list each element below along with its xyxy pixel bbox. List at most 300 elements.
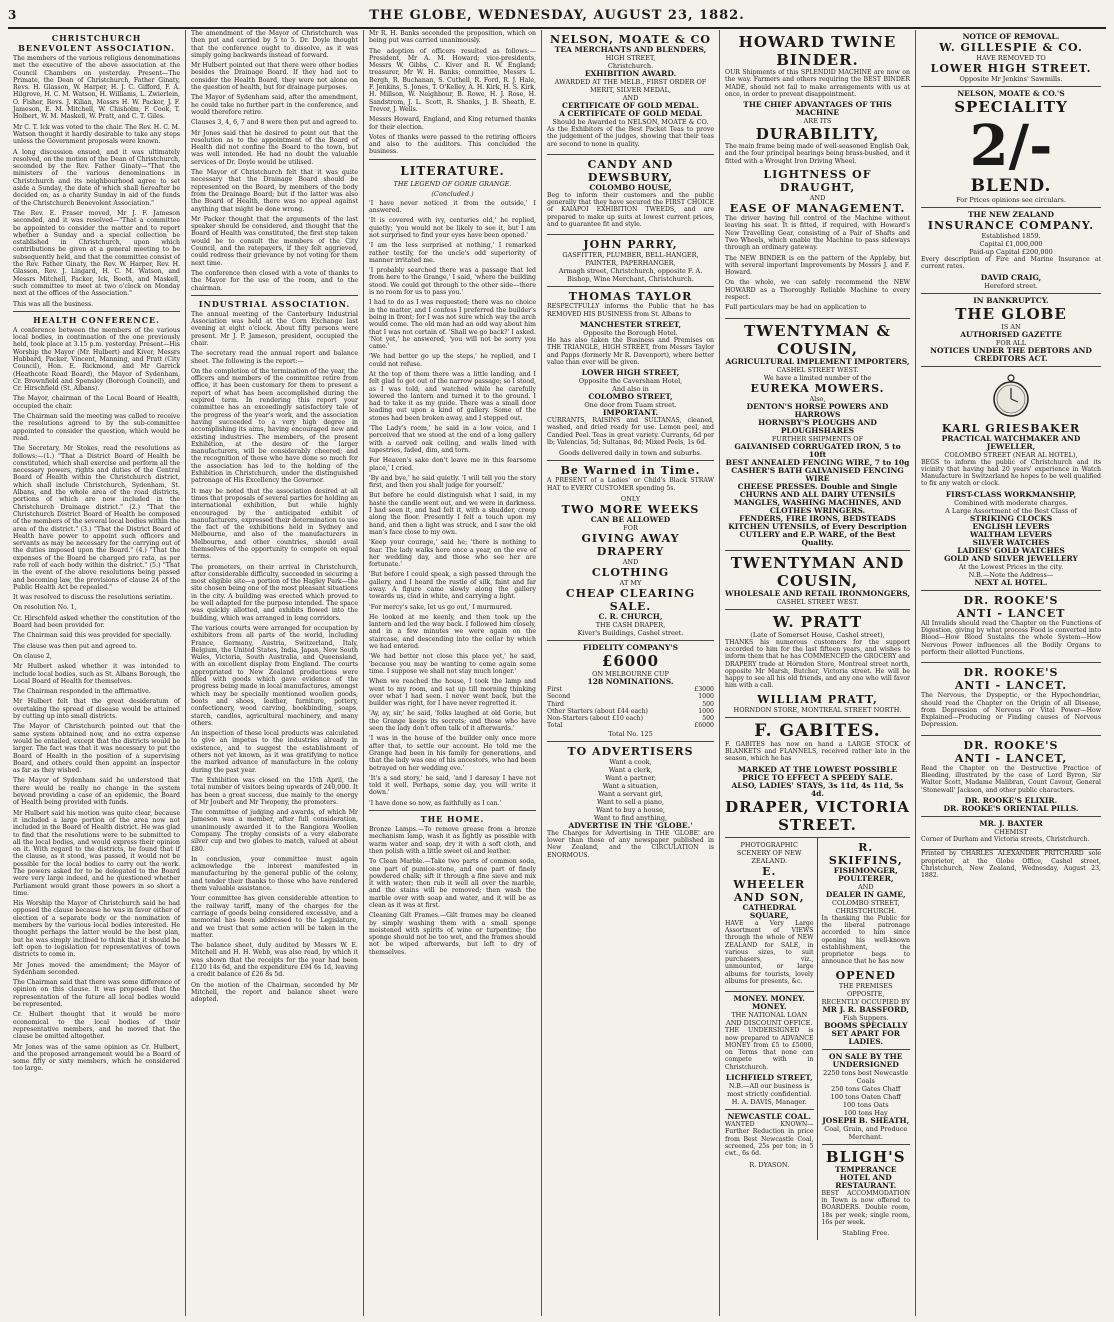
ad-line: Capital £1,000,000 [979,240,1043,248]
ad-line: CUTLERY and E.P. WARE, of the Best Quality. [739,529,896,547]
paragraph: 'I have done so now, as faithfully as I can.' [369,799,502,807]
ad-rooke-1 [921,591,1101,663]
ad-title: KARL GRIESBAKER [941,421,1081,435]
ad-line: Want to sell a piano, [596,797,665,806]
story-subtitle: (Concluded.) [431,189,474,198]
paragraph: F. GABITES has now on hand a LARGE STOCK of BLANKETS and FLANNELS, received rather late in the season, which he has [725,740,910,763]
ad-title: EASE OF MANAGEMENT. [729,202,906,216]
ad-line: STRIKING CLOCKS [969,513,1053,523]
ad-line: Goods delivered daily in town and suburbs. [559,449,702,458]
ad-line: LADIES' GOLD WATCHES [957,545,1065,555]
ad-line: Stabling Free. [842,1229,890,1238]
prize-value: £3000 [694,685,714,693]
prize-label: Total [547,722,563,730]
ad-title: BLIGH'S [825,1147,906,1166]
paragraph: The committee of judging and awards, of which Mr Jameson was a member, after full consideration, unanimously awarded it to the Rangiora Woollen Company. The trophy consists of a very elaborate silver cup and two globes to match, valued at about £80. [191,809,358,853]
ad-line: DENTON'S HORSE POWERS AND HARROWS [746,401,889,419]
ad-line: HORNDON STORE, MONTREAL STREET NORTH. [733,705,902,714]
paragraph: I had to do as I was requested; there was no choice in the matter, and I confess I preferred the builder's being in front; for I was not sure which way the arch would come. The old man had an odd way about him that I was not certain of. 'Shall we go back?' I asked. 'Not yet,' he answered, 'you will not be sorry you came.' [369,299,536,351]
paragraph: Read the Chapter on the Destructive Practice of Bleeding, illustrated by the case of Lord Byron, Sir Walter Scott, Madame Malibran, Count Cavour, General 'Stonewall' Jackson, and other public characters. [921,764,1101,794]
ad-line: AWARDED AT THE MELB., FIRST ORDER OF MERIT, SILVER MEDAL, [554,78,707,94]
ad-title: SPECIALITY [954,98,1068,116]
ad-line: EXHIBITION AWARD. [584,69,677,78]
prize-label: Non-Starters (about £10 each) [547,715,644,723]
prize-label: Other Starters (about £44 each) [547,707,648,715]
paragraph: The amendment of the Mayor of Christchurch was then put and carried by 5 to 5. Dr. Doyle thought that the conference ought to dissolve, as it was simply going backwards instead of forward. [191,30,358,59]
ad-title: F. GABITES. [754,720,881,741]
prize-label: Second [547,693,571,701]
ad-line: Want to buy a house, [595,805,665,814]
ad-line: PHOTOGRAPHIC SCENERY OF NEW ZEALAND. [736,840,802,865]
prize-value: 1000 [698,707,714,715]
ad-line: ONLY [620,494,641,503]
ad-title: EUREKA MOWERS. [750,381,885,395]
ad-globe-gazette [921,294,1101,367]
heading-the-home: THE HOME. [420,814,485,825]
ad-line: CASHER'S BATH GALVANISED FENCING WIRE [731,465,904,483]
ad-line: FOR ALL [995,338,1027,347]
paragraph: The various courts were arranged for occupation by exhibitors from all parts of the world, including France, Germany, Austria, Switzerland, Italy, Belgium, the United States, India, Japan, New South Wales, Victoria, South Australia, and Queensland, with an excellent display from England. The courts appropriated to New Zealand productions were filled with goods which gave evidence of the progress being made in local manufactures, amongst which may be specially mentioned woollen goods, boots and shoes, leather, furniture, pottery, confectionery, wood carving, bookbinding, soaps, starch, candles, agricultural machinery, and many others. [191,624,358,727]
paragraph: The Chairman said this was provided for specially. [13,632,172,640]
ad-line: Coal, Grain, and Produce Merchant. [824,1124,908,1141]
ad-line: THE PREMISES OPPOSITE, [838,981,893,998]
paragraph: The Exhibition was closed on the 15th April, the total number of visitors being upwards of 240,000. It has been a great success, due mainly to the energy of Mr Joubert and Mr Twopeny, the promoters. [191,776,358,806]
ad-nelson-moate [547,30,714,155]
ad-title: TWENTYMAN AND COUSIN, [730,553,905,590]
ad-line: CHEESE PRESSES. Double and Single [737,481,898,491]
ad-line: CHURNS AND ALL DAIRY UTENSILS [739,489,896,499]
paragraph: Mr Hulbert said his motion was quite clear, because it included a large portion of the area now not included in the Board of Health district. He was glad to find that the resolutions were to be submitted to all the local bodies, and would express their opinion on it. With regard to the districts, he found that if the clause, as it stood, was passed, it would not be possible for the local bodies to carry out the work. The powers asked for to be delegated to the Board were very large indeed, and he questioned whether Parliament would grant those powers in so short a time. [13,809,180,897]
ad-title: CANDY AND DEWSBURY, [587,157,674,184]
ad-line: THE NEW ZEALAND [967,210,1055,219]
fidelity-amount: £6000 [601,651,660,670]
paragraph: 'Keep your courage,' said he; 'there is nothing to fear. The lady walks here once a year, on the eve of her wedding day, and those who see her are fortunate.' [369,539,536,569]
ad-title: W. PRATT [772,612,863,631]
ad-fidelity [547,641,714,742]
paragraph: 'It is covered with ivy, centuries old,' he replied, quietly; 'you would not be likely to see it, but I am not surprised to find your eyes have been opened.' [369,217,536,239]
ad-line: ADVERTISE IN THE 'GLOBE.' [568,820,693,830]
paragraph: 'I have never noticed it from the outside,' I answered. [369,199,536,215]
ad-to-advertisers [547,742,714,865]
paragraph: The Mayor of Christchurch felt that it was quite necessary that the Drainage Board should be represented on the Board, by members of the body from the Drainage Board; but if the latter was also the Board of Health, there was no appeal against anything that might be done wrong. [191,169,358,213]
ad-line: DR. ROOKE'S ELIXIR. [964,795,1058,805]
ad-title: Be Warned in Time. [560,464,701,478]
ad-line: KITCHEN UTENSILS, of Every Description [728,521,907,531]
paragraph: On resolution No. 1, [13,604,77,612]
paragraph: A PRESENT of a Ladies' or Child's Black STRAW HAT to EVERY CUSTOMER spending 5s. [547,477,714,492]
ad-line: PRACTICAL WATCHMAKER AND JEWELLER, [941,433,1081,451]
ad-line: H. A. DAVIS, Manager. [731,1098,807,1107]
paragraph: The secretary read the annual report and balance sheet. The following is the report:— [191,350,358,365]
ad-gabites [725,718,910,838]
ad-line: MR J. R. BASSFORD, [822,1004,910,1014]
ad-line: SALE. [609,599,652,613]
paragraph: BEGS to inform the public of Christchurch and its vicinity that having had 20 years' experience in Watch Manufacture in Switzerland he hopes to be well qualified to fix any watch or clock. [921,458,1101,488]
ad-line: Total No. 125 [608,729,653,738]
ad-twentyman-ironmongers [725,551,910,610]
ad-line: MANGLES, WASHING MACHINES, AND CLOTHES WRINGERS. [733,497,902,515]
paragraph: The Chairman responded in the affirmative. [13,688,151,696]
ad-line: NELSON, MOATE & CO.'S [957,89,1065,98]
prize-row [547,708,714,715]
ad-line: IMPORTANT. [602,408,659,418]
paragraph: The Chairman said the meeting was called to receive the resolutions agreed to by the sub-committee appointed to consider the question, which would be read. [13,413,180,442]
paragraph: 'Ay, ay, sir,' he said, 'folks laughed at old Gorie, but the Grange keeps its secrets; and those who have seen the lady don't often talk of it afterwards.' [369,710,536,733]
heading-health-conference: HEALTH CONFERENCE. [33,314,160,325]
ad-line: AND [857,882,874,891]
paragraph: An inspection of these local products was calculated to give an impetus to the industries already in existence, and to suggest the establishment of others not yet known, as it was gratifying to notice the marked advance of manufacture in the colony during the past year. [191,730,358,774]
ad-line: HORNSBY'S PLOUGHS AND PLOUGHSHARES [758,417,877,435]
ad-title: DURABILITY, [755,125,880,144]
ad-title: TWENTYMAN & COUSIN, [744,321,891,358]
ad-title: NEWCASTLE COAL. [727,1112,812,1122]
paragraph: The clause was then put and agreed to. [13,642,137,650]
paragraph: The promoters, on their arrival in Christchurch, after considerable difficulty, succeeded in securing a most eligible site—a portion of the Hagley Park—the site chosen being one of the most pleasant situations in the city. A building was erected which proved to be well adapted for the purpose intended. The space was quickly allotted, and exhibits flowed into the building, which was arranged in long corridors. [191,563,358,622]
ad-line: Opposite Mr Jenkins' Sawmills. [959,75,1063,83]
pocket-watch-icon [991,373,1031,419]
ad-line: 100 tons Oats [842,1100,889,1109]
paragraph: He has also taken the Business and Premises on THE TRIANGLE, HIGH STREET, from Messrs Taylor and Papps (formerly Mr R. Davenport), where better value than ever will be given. [547,336,714,366]
paragraph: Your committee has given considerable attention to the railway tariff, many of the charges for the carriage of goods being considered excessive, and a memorial has been addressed to the Legislature, and we trust that some action will be taken in the matter. [191,895,358,939]
paragraph: WANTED KNOWN—Further Reduction in price from Best Newcastle Coal, screened, 25s per ton; in 5 cwt., 6s 6d. [725,1121,814,1158]
ad-john-parry [547,235,714,287]
split-ads [725,838,910,1241]
split-left [725,838,818,1241]
ad-line: AND [622,557,639,566]
masthead-date: THE GLOBE, WEDNESDAY, AUGUST 23, 1882. [369,7,745,23]
prize-value: £6000 [694,722,714,730]
paragraph: 'I was in the house of the builder only once more after that, to settle our account. He told me the Grange had been in his family for generations, and that the lady was one of his ancestors, who had been betrayed on her wedding eve.' [369,735,536,772]
divider [369,159,536,160]
ad-line: Christchurch. [607,62,654,70]
ad-line: R. DYASON. [749,1160,790,1169]
prize-row [547,686,714,693]
divider [13,311,180,312]
prize-label: Third [547,700,565,708]
paragraph: On the completion of the termination of the year, the officers and members of the committee retire from office, it has been customary for them to present a report of what has been accomplished during the expired term. In rendering this report your committee has an exceedingly satisfactory tale of the progress of the year's work, and the association having succeeded to a very high degree in accomplishing its aims, having encouraged new and existing industries. The members, of the present Exhibition, at the desire of the larger manufacturers, will be considerably cheered; and the recognition of those who have done so much for the association has led to the holding of the Exhibition in Christchurch, under the distinguished patronage of His Excellency the Governor. [191,367,358,485]
ad-sheath [822,1050,911,1145]
prize-list [547,686,714,730]
ad-line: AND [622,94,639,102]
ad-howard-binder [725,30,910,319]
ad-line: ARE ITS [803,117,832,126]
ad-line: FENDERS, FIRE IRONS, BEDSTEADS [739,513,896,523]
ad-line: Want a cook, [609,757,652,766]
ad-w-pratt [725,610,910,718]
speciality-price: 2/- [969,113,1053,179]
ad-line: FURTHER SHIPMENTS OF [771,434,864,443]
ad-line: COLOMBO STREET (NEAR AL HOTEL), [944,450,1078,459]
page-number: 3 [8,8,17,22]
ad-title: MONEY. MONEY. MONEY. [733,994,805,1012]
paragraph: All Invalids should read the Chapter on the Functions of Digestion, giving by what process Food is converted into Blood—How Blood Sustains the whole System—How Nervous Power influences all the Bodily Organs to perform their allotted Functions. [921,619,1101,656]
ad-line: GIVING AWAY [581,531,680,545]
ad-line: DRAPERY [596,544,665,558]
paragraph: 'It's a sad story,' he said, 'and I daresay I have not told it well. Perhaps, some day, you will write it down.' [369,774,536,797]
paragraph: 'We had better not close this place yet,' he said, 'because you may be wanting to come again some time. I suppose we shall not stay much longer.' [369,653,536,675]
prize-value: 1000 [698,693,714,701]
paragraph: 'I am the less surprised at nothing,' I remarked rather testily, for the uncle's odd superiority of manner irritated me. [369,242,536,264]
ad-title: BLEND. [970,176,1052,196]
paragraph: The Nervous, the Dyspeptic, or the Hypochondriac, should read the Chapter on the Origin of all Disease, from Depression of Nervous or Vital Power—How Explained—Producing or Finding causes of Nervous Depression. [921,692,1101,729]
paragraph: The conference then closed with a vote of thanks to the Mayor for the use of the room, and to the chairman. [191,269,358,292]
paragraph: On the motion of the Chairman, seconded by Mr Mitchell, the report and balance sheet were adopted. [191,981,358,1004]
ad-title: ON SALE BY THE UNDERSIGNED [829,1051,903,1069]
heading-industrial-association: INDUSTRIAL ASSOCIATION. [198,298,351,309]
column-2 [186,30,364,1316]
heading-benevolent: CHRISTCHURCH BENEVOLENT ASSOCIATION. [18,33,175,53]
ad-line: Should be Awarded to NELSON, MOATE & CO. [552,118,709,126]
paragraph: The Mayor of Christchurch pointed out that the same system obtained now, and no extra expense would be entailed, except that the districts would be larger. The fact was that it was necessary to put the Board of Health in the position of a supervising Board, and others could then appoint an inspector as far as they wished. [13,723,180,775]
ad-be-warned [547,461,714,641]
ad-line: Want a servant girl, [598,789,663,798]
prize-row [547,693,714,700]
paragraph: Beg to inform their customers and the public generally that they have secured the FIRST CHOICE of KAIAPOI EXHIBITION TWEEDS, and are prepared to make up suits at lowest current prices, and to guarantee fit and style. [547,191,714,229]
ad-line: Combined with moderate charges. [954,498,1068,507]
paragraph: On clause 2, [13,652,52,660]
paragraph: The Secretary, Mr Stokes, read the resolutions as follows:—(1.) "That a District Board of Health be constituted, which shall exercise and perform all the necessary powers, rights and duties of the Central Board of Health within the Christchurch district, which shall include Christchurch, Sydenham, St. Albans, and the whole area of the road districts, portions of which are now included in the Christchurch Drainage district." (2.) "That the Christchurch District Board of Health be composed of the members of the several local bodies within the area of the district." (3.) "That the District Board of Health have power to appoint such officers and servants as may be necessary for the carrying out of the duties imposed upon the Board." (4.) "That the expenses of the Board be charged pro rata, as per rate roll of each body within the district." (5.) "That in the event of the above resolutions being passed and becoming law, the provisions of clause 24 of the Public Health Act be repealed." [13,445,180,591]
ad-title: THE GLOBE [955,304,1067,323]
ad-title: W. GILLESPIE & CO. [939,41,1083,54]
ad-line: CATHEDRAL SQUARE, [742,902,797,920]
ad-money [725,992,814,1110]
heading-literature: LITERATURE. [400,163,505,178]
ad-line: A CERTIFICATE OF GOLD MEDAL [559,109,702,118]
ad-line: At the Lowest Prices in the city. [958,562,1064,571]
ad-line: TEMPERANCE HOTEL AND RESTAURANT. [834,1164,897,1190]
paragraph: The main frame being made of well-seasoned English Oak, and the four principal bearings being brass-bushed, and it fitted with a Wrought Iron Driving Wheel. [725,143,910,165]
ad-rooke-3 [921,736,1101,817]
ad-title: INSURANCE COMPANY. [927,219,1095,232]
paragraph: 'We had better go up the steps,' he replied, and I could not refuse. [369,353,536,368]
paragraph: Mr Jones moved the amendment; the Mayor of Sydenham seconded. [13,961,180,976]
ad-line: COLOMBO STREET, [588,392,673,402]
paragraph: The Mayor of Sydenham said, after the amendment, he could take no further part in the conference, and would therefore retire. [191,94,358,116]
ad-line: FIDELITY COMPANY'S [582,642,679,652]
paragraph: His Worship the Mayor of Christchurch said he had opposed the clause because he was in favor either of election of a separate body or the nomination of members by the various local bodies interested. He thought perhaps the latter would be the best plan, but he was simply inclined to think that it should be left open to legislation for representatives of town districts to come in. [13,900,180,959]
prize-row [547,722,714,729]
paragraph: Every description of Fire and Marine Insurance at current rates. [921,256,1101,271]
prize-label: First [547,685,562,693]
paragraph: The adoption of officers resulted as follows:—President, Mr A. M. Howard; vice-presidents, Messrs W. Gibbs, C. Kiver and R. W. England; treasurer, Mr W. H. Banks; committee, Messrs L. Bergh, R. Buchanan, S. Cuthell, R. Ford, R. J. Hale, F. Jenkins, S. Jones, T. O'Kelley, A. H. Kirk, H. S. Kirk, H. Millson, W. Neighbour, B. Rowe, H. J. Rose, H. Sandstrom, J. L. Scott, R. Shanks, J. B. Sheath, E. Trevor, J. Wells. [369,47,536,113]
ad-title: E. WHEELER AND SON, [733,864,806,904]
ad-line: C. R. CHURCH, [598,611,663,621]
ad-line: DAVID CRAIG, [980,272,1042,282]
ad-line: Want to find anything, [593,813,668,822]
ad-line: Want a partner, [604,773,657,782]
ad-title: ANTI - LANCET, [954,751,1068,765]
paragraph: In conclusion, your committee must again acknowledge the interest manifested in manufacturing by the general public of the colony, and tender their thanks to those who have rendered them valuable assistance. [191,855,358,893]
divider [191,295,358,296]
ad-gillespie [921,30,1101,87]
ad-skiffins [822,838,911,1050]
column-3 [364,30,542,1316]
ad-title: TO ADVERTISERS [567,744,694,758]
ad-line: BOOMS SPECIALLY SET APART FOR LADIES. [824,1020,908,1046]
ad-line: FISHMONGER, POULTERER, [833,865,898,883]
ad-line: Also, [809,394,826,403]
ad-line: MARKED AT THE LOWEST POSSIBLE PRICE TO EFFECT A SPEEDY SALE. [737,764,898,782]
ad-title: HOWARD TWINE BINDER. [738,33,897,69]
ad-line: TWO MORE WEEKS [561,502,700,516]
column-1 [8,30,186,1316]
ad-line: GASFITTER, PLUMBER, BELL-HANGER, PAINTER, PAPERHANGER, [562,251,699,268]
ad-line: WALTHAM LEVERS [970,529,1052,539]
column-5 [720,30,916,1316]
ad-line: JOSEPH B. SHEATH, [822,1115,910,1125]
paragraph: THANKS his numerous customers for the support accorded to him for the last fifteen years, and wishes to inform them that he has COMMENCED the GROCERY and DRAPERY trade at Horndon Store, Montreal street north, opposite Mr Marsh, Butcher, Victoria street. He will be happy to see all his old friends, and any one who will favor him with a call. [725,638,910,690]
ad-line: HAVE REMOVED TO [976,54,1046,62]
ad-line: 100 tons Oaten Chaff [830,1092,901,1101]
split-right [822,838,911,1241]
ad-title: R. SKIFFINS, [828,840,903,867]
paragraph: When we reached the house, I took the lamp and went to my room, and sat up till morning thinking over what I had seen. I never went back, but the builder was right, for I have never regretted it. [369,678,536,708]
ad-line: AND [809,194,826,203]
ad-title: NELSON, MOATE & CO [550,33,711,46]
paragraph: 'But before I could speak, a sigh passed through the gallery, and I heard the rustle of silk, faint and far away. A figure came slowly along the gallery towards us, clad in white, and carrying a light. [369,571,536,601]
ad-rooke-2 [921,663,1101,735]
paragraph: A long discussion ensued, and it was ultimately resolved, on the motion of the Dean of Christchurch, seconded by the Rev. Father Ginaty—"That the ministers of the various denominations in Christchurch and its neighbourhood agree to set aside a Sunday, the date of which shall hereafter be decided on, as a charity Sunday in aid of the funds of the Christchurch Benevolent Association." [13,148,180,207]
ad-line: CASHEL STREET WEST. [776,365,859,374]
paragraph: 'The Lady's room,' he said in a low voice, and I perceived that we stood at the end of a long gallery with a carved oak ceiling, and walls lined with tapestries, faded, dim, and torn. [369,425,536,454]
paragraph: Mr Hulbert asked whether it was intended to include local bodies, such as St. Albans Borough, the Local Board of Health for themselves. [13,663,180,685]
paragraph: Corner of Durham and Victoria streets, Christchurch. [921,835,1090,843]
ad-line: SILVER WATCHES [972,537,1050,547]
paragraph: But before he could distinguish what I said, in my haste the candle went out, and we were in darkness. I had seen it, and had felt it, with a shudder, creep along the floor. Presently I felt a touch upon my hand, and then a light was struck, and I saw the old man's face close to my own. [369,492,536,536]
ad-line: CLOTHING [591,565,670,579]
prize-row [547,715,714,722]
ad-line: Want a situation, [602,781,659,790]
ad-line: LOWER HIGH STREET, [581,368,680,378]
ad-line: N.B.—Note the Address— [968,570,1054,579]
ad-line: CAN BE ALLOWED [590,514,671,524]
ad-line: AT MY [619,578,642,587]
paragraph: In thanking the Public for the liberal patronage accorded to him since opening his well-known establishment, the proprietor begs to announce that he has now [821,914,910,966]
paragraph: He looked at me keenly, and then took up the lantern and led the way back. I followed him closely, and in a few minutes we were again on the staircase, and descending into the cellar by which we had entered. [369,613,536,651]
ad-line: IS AN [1001,322,1021,331]
ad-line: 128 NOMINATIONS. [587,676,674,686]
paragraph: The balance sheet, duly audited by Messrs W. E. Mitchell and H. H. Webb, was also read, by which it was shown that the receipts for the year had been £120 14s 6d, and the expenditure £94 6s 1d, leaving a credit balance of £26 8s 5d. [191,942,358,979]
paragraph: Mr Jones said that he desired to point out that the resolution as to the appointment of the Board of Health did not confine the Board to the town, but was well intended. He had no doubt the valuable services of Dr. Doyle would be utilised. [191,129,358,166]
ad-title: LIGHTNESS OF DRAUGHT, [763,168,872,195]
ad-title: MR. J. BAXTER [979,818,1043,828]
ad-line: One door from Tuam street. [584,401,677,410]
ad-title: JOHN PARRY, [583,238,678,252]
ad-line: Armagh street, Christchurch, opposite F. A. Bishop, Wine Merchant, Christchurch. [558,267,703,284]
ad-candy-dewsbury [547,155,714,235]
ad-griesbaker [921,367,1101,591]
paragraph: At the top of them there was a little landing, and I felt glad to get out of the narrow passage; so I stood, as I was told, and watched while he carefully lowered the lantern and turned it to the ground. I had to take it as my guide. There was a small door leading out upon a kind of gallery. Some of the stones had been broken away, and I stepped out. [369,370,536,422]
ad-line: FOR [623,523,638,532]
story-title: THE LEGEND OF GORIE GRANGE. [393,179,512,188]
ad-line: GOLD AND SILVER JEWELLERY [944,553,1078,563]
column-4 [542,30,720,1316]
ad-line: MANCHESTER STREET, [579,319,682,329]
ad-line: DR. ROOKE'S ORIENTAL PILLS. [943,803,1079,813]
divider [369,810,536,811]
ad-line: (Late of Somerset House, Cashel street), [750,630,885,639]
paragraph: Cr. Hulbert thought that it would be more economical to the local bodies of their representative members, and he moved that the clause be omitted altogether. [13,1011,180,1041]
ad-line: HIGH STREET, [605,54,656,62]
ad-line: TEA MERCHANTS AND BLENDERS, [554,45,707,54]
paragraph: 'For mercy's sake, let us go out,' I murmured. [369,603,513,611]
paragraph: The NEW BINDER is on the pattern of the Appleby, but with several important Improvements by Messrs J. and F. Howard. [725,254,910,277]
ad-line: Hereford street. [984,281,1038,290]
ad-line: THE CHIEF ADVANTAGES OF THIS MACHINE [743,100,892,118]
paragraph: RESPECTFULLY informs the Public that he has REMOVED HIS BUSINESS from St. Albans to [547,303,714,318]
ad-title: DR. ROOKE'S [963,666,1059,680]
ad-line: NOTICE OF REMOVAL. [962,32,1060,41]
ad-line: NOTICES UNDER THE DEBTORS AND CREDITORS ACT. [930,345,1092,363]
ad-line: 100 tons Hay [843,1108,888,1117]
ad-line: Want a clerk, [608,765,653,774]
paragraph: Mr C. T. Ick was voted to the chair. The Rev. H. C. M. Watson thought it hardly desirable to take any steps unless the Government proposals were known. [13,123,180,146]
ad-title: DR. ROOKE'S [963,593,1059,607]
paragraph: The Rev. E. Fraser moved, Mr J. F. Jameson seconded, and it was resolved—"That a committee be appointed to consider the matter and to report whether a Sunday and a special collection be established in Christchurch, upon which contributions be given at a general meeting to be subsequently held, and that the committee consist of the Rev. Father Ginaty, the Rev. W. Harper, Rev. H. Glasson, Rev. J. Lingard, H. C. M. Watson, and Messrs Mitchell, Packer, Ick, Booth, and Maskell, such committee to meet at two o'clock on Monday next at the offices of the Association." [13,209,180,298]
ad-line: AUTHORISED GAZETTE [960,329,1062,339]
paragraph: Full particulars may be had on application to [725,304,867,312]
ad-wheeler [725,838,814,993]
ad-line: CASHEL STREET WEST. [776,597,859,606]
paragraph: BEST ACCOMMODATION in Town is now offered to BOARDERS. Double room, 18s per week; single room, 16s per week. [821,1189,910,1226]
paragraph: Votes of thanks were passed to the retiring officers and also to the auditors. This concluded the business. [369,133,536,156]
paragraph: 'By and bye,' he said quietly. 'I will tell you the story first, and then you shall judge for yourself.' [369,474,536,490]
ad-line: GALVANISED CORRUGATED IRON, 5 to 10ft [734,441,901,459]
ad-line: And also in [612,385,649,394]
ad-line: CERTIFICATE OF GOLD MEDAL. [561,101,700,110]
ad-line: IN BANKRUPTCY. [973,295,1049,305]
ad-line: AGRICULTURAL IMPLEMENT IMPORTERS, [725,356,910,366]
paragraph: As the Exhibitors of the Best Packet Teas to prove the judgement of the judges, showing that their teas are second to none in quality. [547,126,714,148]
ad-line: NEXT AL HOTEL. [974,577,1048,587]
ad-insurance [921,208,1101,294]
masthead [8,6,1106,29]
paragraph: The members of the various religious denominations met the executive of the above association at the Council Chambers on yesterday. Present—The Primate, the Dean of Christchurch, Father Ginaty, Revs. H. Glasson, W. Harper, H. J. C. Gifford, F. A. Hilgrove, H. C. M. Watson, H. Williams, L. Zwierlein, O. Fisher, Revs. J. Kilian, Messrs H. W. Packer, J. F. Jameson, E. M. Mitchell, W. Chisholm, F. Cook, T. Holbert, W. M. Maskell, W. Pratt, and C. T. Giles. [13,55,180,121]
ad-title: WILLIAM PRATT, [757,692,878,706]
paragraph: It was resolved to discuss the resolutions seriatim. [13,594,173,602]
prize-value: 500 [702,715,714,723]
printer-imprint: Printed by CHARLES ALEXANDER PRITCHARD sole proprietor, at the Globe Office, Cashel street, Christchurch, New Zealand, Wednesday, August 23, 1882. [921,850,1101,880]
ad-line: THE CASH DRAPER, [595,620,666,629]
ad-line: Opposite the Caversham Hotel, [578,377,683,386]
ad-speciality [921,87,1101,208]
column-6 [916,30,1106,1316]
ad-line: Opposite the Borough Hotel. [583,328,678,337]
ad-line: 250 tons Gates Chaff [831,1084,901,1093]
paragraph: Cr. Hirschfeld asked whether the constitution of the Board had been provided for. [13,614,180,630]
ad-line: FIRST-CLASS WORKMANSHIP, [945,489,1077,499]
ad-blighs [822,1145,911,1240]
paragraph: Clauses 3, 4, 6, 7 and 8 were then put and agreed to. [191,119,358,127]
ad-line: WHOLESALE AND RETAIL IRONMONGERS, [725,588,910,598]
ad-title: ANTI - LANCET. [954,679,1068,693]
prize-value: 500 [702,700,714,708]
paragraph: Cleaning Gilt Frames.—Gilt frames may be cleaned by simply washing them with a small sponge moistened with spirits of wine or turpentine; the sponge should not be too wet, and the frames should not be wiped afterwards, but left to dry of themselves. [369,912,536,956]
ad-line: For Prices opinions see circulars. [956,196,1066,204]
ad-title: LOWER HIGH STREET. [930,62,1092,75]
ad-line: N.B.—All our business is most strictly confidential. [727,1082,812,1099]
paragraph: A conference between the members of the various local bodies, in continuation of the one previously held, took place at 3.15 p.m. yesterday. Present—His Worship the Mayor (Mr. Hulbert) and Kiver, Messrs Hubbard, Packer, Vincent, Manning, and Pratt (City Council), Hon. E. Rickmond, and Mr Garrick (Heathcote Road Board), the Mayor of Sydenham, Cr. Brownfield and Spensley (Borough Council), and Cr. Hirschfield (St. Albans). [13,326,180,393]
paragraph: On the whole, we can safely recommend the NEW HOWARD as a Thoroughly Reliable Machine to every respect. [725,279,910,302]
paragraph: The driver having full control of the Machine without leaving his seat. It is fitted, if required, with Howard's New Travelling Gear, consisting of a Pair of Shafts and Two Wheels, which enable the Machine to pass sideways through an ordinary gateway. [725,215,910,252]
ad-title: OPENED [835,968,896,982]
ad-title: THOMAS TAYLOR [568,290,693,304]
ad-line: Kiver's Buildings, Cashel street. [577,628,684,637]
paragraph: CURRANTS, RAISINS and SULTANAS, cleaned, washed, and dried ready for use. Lemon peel, and Candied Peel. Teas in great variety. Currants, 6d per lb; Valencias, 5d; Sultanas, 8d; Mixed Peels, 1s 6d. [547,417,714,447]
ad-line: BEST ANNEALED FENCING WIRE, 7 to 10g [725,457,910,467]
ad-line: RECENTLY OCCUPIED BY [821,997,910,1006]
ad-newcastle-coal [725,1110,814,1171]
